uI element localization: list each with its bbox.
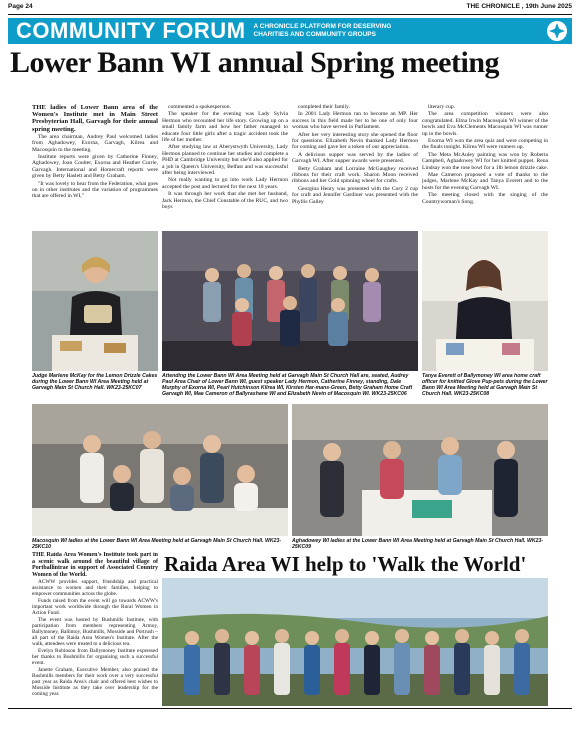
article-paragraph: literary cup. xyxy=(428,104,456,110)
article-column-2 xyxy=(162,104,288,228)
article-paragraph: "It was lovely to hear from the Federation, what goes on in other institutes and the variation of programmes that are offered in WI," xyxy=(32,180,158,200)
photo-raida-walk xyxy=(162,578,548,706)
article2-paragraph: Janette Graham, Executive Member, also praised the Bushmills members for their work over a very successful past year as Raida Area's chair and offered best wishes to Mosside Institute as they take over leadership for the coming year. xyxy=(32,667,158,698)
header-rule xyxy=(8,14,572,15)
article2-lead: THE Raida Area Women's Institute took part in a scenic walk around the beautiful village of Portballintrae in support of Associated Country Women of the World. xyxy=(32,552,158,578)
footer-rule xyxy=(8,708,572,709)
article2-paragraph: Funds raised from the event will go towards ACWW's important work worldwide through the Rural Women in Action Fund. xyxy=(32,598,158,617)
article-paragraph: A delicious supper was served by the ladies of Garvagh WI. After supper awards were presented. xyxy=(292,151,418,165)
article-paragraph: The Meta McAuley painting was won by Roberta Campbell, Aghadowey WI for her knitted puppet. Rena Lindsay won the rose bowl for a 1lb lemon drizzle cake. xyxy=(422,151,548,171)
article-paragraph: The area chairman, Audrey Paul welcomed ladies from Aghadowey, Exorna, Garvagh, Kilrea and Macosquin to the meeting. xyxy=(32,133,158,153)
article-column-3 xyxy=(292,104,418,228)
caption-photo-2: Attending the Lower Bann WI Area Meeting held at Garvagh Main St Church Hall are, seated, Audrey Paul Area Chair of Lower Bann WI, guest speaker Lady Hermon, Catherine Finney, standing, Dale Murphy of Exorna WI, Pearl Hutchinson Kilrea WI, Kirsten Har-mans-Green, Betty Graham Home Craft Garvagh WI, Mae Cameron of Ballyrashane WI and Elizabeth Nevin of Macosquin WI. WK23-25KC06 xyxy=(162,373,413,397)
article-paragraph: After studying law at Aberystwyth University, Lady Hermon planned to continue her studies and complete a PHD at Cambridge University but she'd also applied for a job in Queen's University, Belfast and was successful after being interviewed. xyxy=(162,144,288,177)
article-paragraph: Mae Cameron proposed a vote of thanks to the judges, Marlene McKay and Tanya Everett and to the hosts for the evening Garvagh WI. xyxy=(422,172,548,191)
article-paragraph: The speaker for the evening was Lady Sylvia Hermon who recounted her life story. Growing up on a small family farm and how her father managed to educate four little girls after a tragic accident took the life of her mother. xyxy=(162,111,288,144)
article2-paragraph: The event was hosted by Bushmills Institute, with participation from members representing Armoy, Ballymoney, Ballintoy, Bushmills, Mosside and Portrush – all part of the Raida Area Women's Institute. After the walk, attendees were treated to a delicious tea. xyxy=(32,617,158,648)
caption-photo-5: Aghadowey WI ladies at the Lower Bann WI Area Meeting held at Garvagh Main St Church Hall. WK23-25KC09 xyxy=(292,538,544,550)
community-forum-banner xyxy=(8,18,572,44)
photo-group-lower-bann xyxy=(162,231,418,371)
article-column-1 xyxy=(32,104,158,228)
article-headline: Lower Bann WI annual Spring meeting xyxy=(10,46,499,79)
article2-column xyxy=(32,552,158,706)
article2-paragraph: Evelyn Robinson from Ballymoney Institute expressed her thanks to Bushmills for organising such a successful event. xyxy=(32,648,158,667)
banner-title: COMMUNITY FORUM xyxy=(16,18,246,43)
photo-judge-lemon-drizzle xyxy=(32,231,158,371)
article-lead: THE ladies of Lower Bann area of the Women's Institute met in Main Street Presbyterian Hall, Garvagh for their annual spring meeting. xyxy=(32,104,158,133)
article-column-4 xyxy=(422,104,548,228)
article-paragraph: The area competition winners were also congratulated. Elma Irwin Macosquin WI winner of the bowls and Eva McClements Macosquin WI was runner up in the bowls. xyxy=(422,111,548,137)
photo-tanya-everett xyxy=(422,231,548,371)
article-paragraph: Exorna WI won the area quiz and were competing in the finals tonight. Kilrea WI were runners up. xyxy=(422,138,548,151)
article-paragraph: Betty Graham and Lorraine McGaughey received ribbons for their craft work. Sharon Moon received ribbons and her Gold spinning wheel for crafts. xyxy=(292,165,418,185)
article-paragraph: Not really wanting to go into work Lady Hermon accepted the post and lectured for the next 10 years. xyxy=(162,177,288,190)
article-paragraph: completed their family. xyxy=(298,104,350,110)
article-paragraph: commented a spokesperson. xyxy=(168,104,231,110)
caption-photo-4: Macosquin WI ladies at the Lower Bann WI Area Meeting held at Garvagh Main St Church Hall. WK23-25KC10 xyxy=(32,538,282,550)
article-paragraph: Georgina Henry was presented with the Cory 2 cup for craft and Jennifer Gardiner was presented with the Phyllis Gailey xyxy=(292,185,418,205)
page-label: Page 24 xyxy=(8,3,33,10)
article2-headline: Raida Area WI help to 'Walk the World' xyxy=(164,552,527,576)
publication-date: THE CHRONICLE , 19th June 2025 xyxy=(466,3,572,10)
caption-photo-1: Judge Marlene McKay for the Lemon Drizzle Cakes during the Lower Bann WI Area Meeting held at Garvagh Main St Church Hall. WK23-25KC07 xyxy=(32,373,158,391)
article-paragraph: It was through her work that she met her husband, Jack Hermon, the Chief Constable of the RUC, and two boys xyxy=(162,191,288,211)
article-paragraph: After her very interesting story she opened the floor for questions. Elizabeth Nevin thanked Lady Hermon for coming and gave her a token of our appreciation. xyxy=(292,131,418,151)
article2-paragraph: ACWW provides support, friendship and practical assistance to women and their families, helping to empower communities across the globe. xyxy=(32,579,158,598)
wi-logo-icon xyxy=(546,20,568,42)
banner-tagline: A CHRONICLE PLATFORM FOR DESERVING CHARITIES AND COMMUNITY GROUPS xyxy=(253,23,392,38)
caption-photo-3: Tanya Everett of Ballymoney WI area home craft officer for knitted Glove Pup-pets during the Lower Bann WI Area Meeting held at Garvagh Main St Church Hall. WK23-25KC08 xyxy=(422,373,548,397)
photo-macosquin-wi xyxy=(32,404,288,536)
article-paragraph: The meeting closed with the singing of the Countrywoman's Song. xyxy=(422,192,548,205)
article-paragraph: In 2001 Lady Hermon ran to become an MP. Her success in this field made her to be one of only four woman who have served in Parliament. xyxy=(292,111,418,131)
article-paragraph: Institute reports were given by Catherine Finney, Aghadowey, Joan Coulter, Exorna and Heather Currie, Garvagh. International and Homecraft reports were given by Betty Haslett and Betty Graham. xyxy=(32,154,158,180)
photo-aghadowey-wi xyxy=(292,404,548,536)
